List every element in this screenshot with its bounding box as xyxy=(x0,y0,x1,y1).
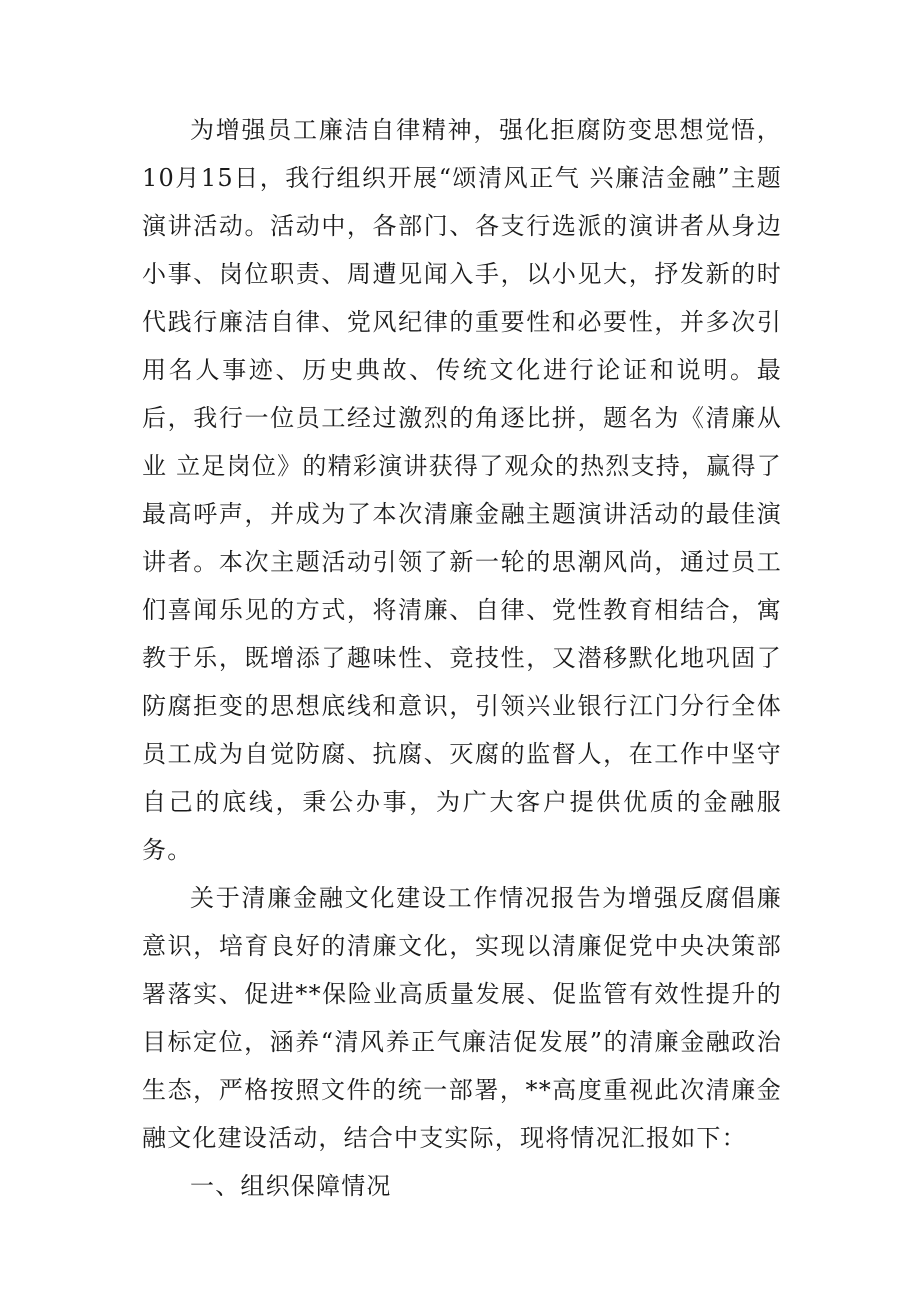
section-heading: 一、组织保障情况 xyxy=(190,1172,392,1200)
document-body xyxy=(142,106,782,1210)
paragraph-speech-activity: 为增强员工廉洁自律精神，强化拒腐防变思想觉悟，10月15日，我行组织开展“颂清风正气 兴廉洁金融”主题演讲活动。活动中，各部门、各支行选派的演讲者从身边小事、岗位职责、周遭见闻入手，以小见大，抒发新的时代践行廉洁自律、党风纪律的重要性和必要性，并多次引用名人事迹、历史典故、传统文化进行论证和说明。最后，我行一位员工经过激烈的角逐比拼，题名为《清廉从业 立足岗位》的精彩演讲获得了观众的热烈支持，赢得了最高呼声，并成为了本次清廉金融主题演讲活动的最佳演讲者。本次主题活动引领了新一轮的思潮风尚，通过员工们喜闻乐见的方式，将清廉、自律、党性教育相结合，寓教于乐，既增添了趣味性、竞技性，又潜移默化地巩固了防腐拒变的思想底线和意识，引领兴业银行江门分行全体员工成为自觉防腐、抗腐、灭腐的监督人，在工作中坚守自己的底线，秉公办事，为广大客户提供优质的金融服务。 xyxy=(142,116,782,864)
paragraph-report-intro: 关于清廉金融文化建设工作情况报告为增强反腐倡廉意识，培育良好的清廉文化，实现以清廉促党中央决策部署落实、促进**保险业高质量发展、促监管有效性提升的目标定位，涵养“清风养正气廉洁促发展”的清廉金融政治生态，严格按照文件的统一部署，**高度重视此次清廉金融文化建设活动，结合中支实际，现将情况汇报如下： xyxy=(142,884,782,1152)
